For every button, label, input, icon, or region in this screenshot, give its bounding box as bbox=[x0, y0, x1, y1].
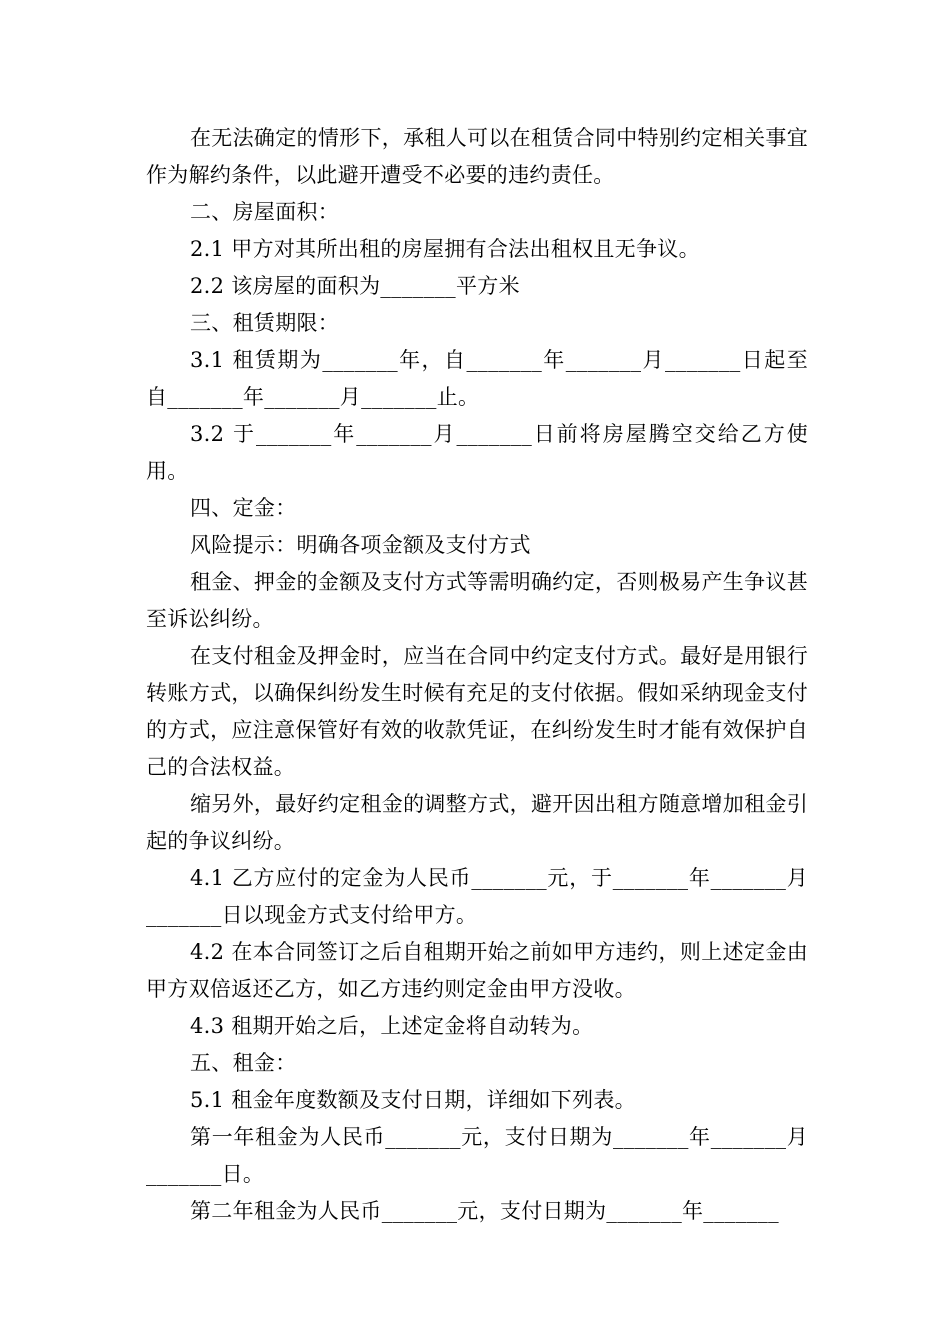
clause-4-1: 4.1 乙方应付的定金为人民币_______元，于_______年_______月_______日以现金方式支付给甲方。 bbox=[146, 866, 808, 927]
paragraph-termination-condition: 在无法确定的情形下，承租人可以在租赁合同中特别约定相关事宜作为解约条件，以此避开遭受不必要的违约责任。 bbox=[146, 126, 808, 187]
heading-deposit: 四、定金： bbox=[190, 496, 297, 520]
clause-3-1: 3.1 租赁期为_______年，自_______年_______月_______日起至自_______年_______月_______止。 bbox=[146, 348, 808, 409]
risk-tip: 风险提示：明确各项金额及支付方式 bbox=[190, 533, 531, 557]
paragraph-payment-method: 在支付租金及押金时，应当在合同中约定支付方式。最好是用银行转账方式，以确保纠纷发生时候有充足的支付依据。假如采纳现金支付的方式，应注意保管好有效的收款凭证，在纠纷发生时才能有效保护自己的合法权益。 bbox=[146, 644, 808, 779]
paragraph-rent-adjustment: 缩另外，最好约定租金的调整方式，避开因出租方随意增加租金引起的争议纠纷。 bbox=[146, 792, 808, 853]
paragraph-amount-agreement: 租金、押金的金额及支付方式等需明确约定，否则极易产生争议甚至诉讼纠纷。 bbox=[146, 570, 808, 631]
document-body bbox=[146, 120, 808, 1230]
clause-3-2: 3.2 于_______年_______月_______日前将房屋腾空交给乙方使用。 bbox=[146, 422, 808, 483]
clause-4-3: 4.3 租期开始之后，上述定金将自动转为。 bbox=[190, 1014, 594, 1038]
clause-5-1: 5.1 租金年度数额及支付日期，详细如下列表。 bbox=[190, 1088, 636, 1112]
heading-rent: 五、租金： bbox=[190, 1051, 297, 1075]
clause-4-2: 4.2 在本合同签订之后自租期开始之前如甲方违约，则上述定金由甲方双倍返还乙方，如乙方违约则定金由甲方没收。 bbox=[146, 940, 808, 1001]
rent-year-one: 第一年租金为人民币_______元，支付日期为_______年_______月_______日。 bbox=[146, 1125, 808, 1186]
clause-2-2: 2.2 该房屋的面积为_______平方米 bbox=[190, 274, 520, 298]
heading-house-area: 二、房屋面积： bbox=[190, 200, 340, 224]
clause-2-1: 2.1 甲方对其所出租的房屋拥有合法出租权且无争议。 bbox=[190, 237, 700, 261]
rent-year-two: 第二年租金为人民币_______元，支付日期为_______年_______ bbox=[190, 1199, 779, 1223]
heading-lease-term: 三、租赁期限： bbox=[190, 311, 340, 335]
